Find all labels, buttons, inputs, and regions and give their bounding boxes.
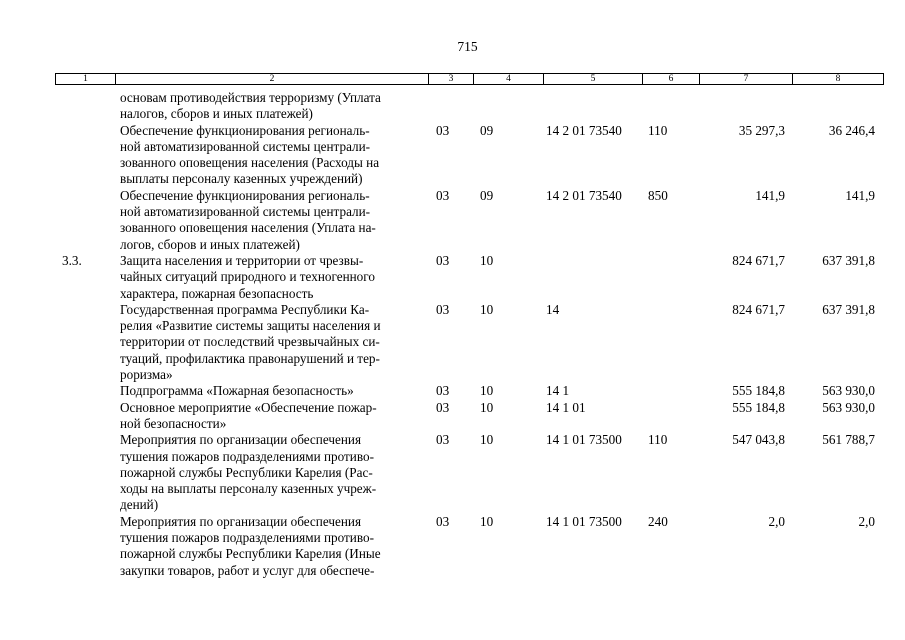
- amount-year-2: 36 246,4: [828, 122, 875, 138]
- description-line: дений): [120, 497, 159, 513]
- target-article-code: 14 2 01 73540: [546, 122, 622, 138]
- table-row: [0, 514, 905, 579]
- subsection-code: 10: [480, 301, 494, 317]
- table-row: [0, 400, 905, 433]
- row-description: [120, 90, 425, 123]
- description-line: ной безопасности»: [120, 415, 227, 431]
- subsection-code: 10: [480, 383, 494, 399]
- description-line: Подпрограмма «Пожарная безопасность»: [120, 383, 354, 399]
- table-row: [0, 432, 905, 513]
- row-description: [120, 253, 425, 302]
- target-article-code: 14 1 01: [546, 399, 586, 415]
- description-line: выплаты персоналу казенных учреждений): [120, 171, 363, 187]
- header-col-4: 4: [474, 74, 544, 85]
- description-line: чайных ситуаций природного и техногенного: [120, 269, 375, 285]
- description-line: основам противодействия терроризму (Уплата: [120, 90, 381, 105]
- page-number: 715: [457, 39, 478, 54]
- amount-year-1: 141,9: [755, 187, 785, 203]
- section-code: 03: [436, 187, 450, 203]
- description-line: Мероприятия по организации обеспечения: [120, 513, 362, 529]
- header-col-1: 1: [56, 74, 116, 85]
- target-article-code: 14 1 01 73500: [546, 432, 622, 448]
- amount-year-1: 2,0: [768, 513, 785, 529]
- section-code: 03: [436, 122, 450, 138]
- table-row: [0, 253, 905, 302]
- description-line: Основное мероприятие «Обеспечение пожар-: [120, 399, 377, 415]
- header-col-3: 3: [429, 74, 474, 85]
- target-article-code: 14 1 01 73500: [546, 513, 622, 529]
- description-line: налогов, сборов и иных платежей): [120, 106, 313, 122]
- table-row: [0, 383, 905, 399]
- budget-table-body: [0, 90, 905, 579]
- subsection-code: 09: [480, 122, 494, 138]
- row-description: [120, 514, 425, 579]
- section-code: 03: [436, 301, 450, 317]
- row-number: 3.3.: [62, 252, 82, 268]
- description-line: Мероприятия по организации обеспечения: [120, 432, 362, 448]
- description-line: Обеспечение функционирования региональ-: [120, 187, 370, 203]
- description-line: Обеспечение функционирования региональ-: [120, 122, 370, 138]
- amount-year-2: 563 930,0: [822, 399, 875, 415]
- description-line: ходы на выплаты персоналу казенных учреж-: [120, 481, 377, 497]
- subsection-code: 10: [480, 432, 494, 448]
- section-code: 03: [436, 252, 450, 268]
- description-line: Защита населения и территории от чрезвы-: [120, 252, 364, 268]
- row-description: [120, 188, 425, 253]
- description-line: зованного оповещения населения (Уплата на-: [120, 220, 376, 236]
- amount-year-1: 35 297,3: [738, 122, 785, 138]
- subsection-code: 10: [480, 513, 494, 529]
- subsection-code: 10: [480, 399, 494, 415]
- section-code: 03: [436, 513, 450, 529]
- header-col-8: 8: [793, 74, 884, 85]
- section-code: 03: [436, 383, 450, 399]
- description-line: релия «Развитие системы защиты населения и: [120, 318, 381, 334]
- target-article-code: 14: [546, 301, 560, 317]
- row-description: [120, 123, 425, 188]
- description-line: характера, пожарная безопасность: [120, 285, 314, 301]
- amount-year-1: 555 184,8: [732, 383, 785, 399]
- description-line: тушения пожаров подразделениями противо-: [120, 448, 374, 464]
- section-code: 03: [436, 432, 450, 448]
- expense-type-code: 240: [648, 513, 668, 529]
- row-description: [120, 400, 425, 433]
- table-row: [0, 123, 905, 188]
- header-col-7: 7: [700, 74, 793, 85]
- amount-year-1: 824 671,7: [732, 301, 785, 317]
- description-line: закупки товаров, работ и услуг для обеспече-: [120, 562, 375, 578]
- target-article-code: 14 2 01 73540: [546, 187, 622, 203]
- description-line: роризма»: [120, 367, 173, 383]
- description-line: туаций, профилактика правонарушений и тер-: [120, 350, 380, 366]
- description-line: пожарной службы Республики Карелия (Иные: [120, 546, 381, 562]
- amount-year-2: 561 788,7: [822, 432, 875, 448]
- header-col-5: 5: [544, 74, 643, 85]
- amount-year-2: 637 391,8: [822, 252, 875, 268]
- target-article-code: 14 1: [546, 383, 570, 399]
- row-description: [120, 383, 425, 399]
- row-description: [120, 432, 425, 513]
- amount-year-2: 563 930,0: [822, 383, 875, 399]
- amount-year-2: 637 391,8: [822, 301, 875, 317]
- column-number-header: [55, 73, 884, 85]
- expense-type-code: 110: [648, 432, 668, 448]
- amount-year-2: 2,0: [858, 513, 875, 529]
- table-row: [0, 302, 905, 383]
- description-line: пожарной службы Республики Карелия (Рас-: [120, 464, 373, 480]
- amount-year-1: 547 043,8: [732, 432, 785, 448]
- header-col-6: 6: [643, 74, 700, 85]
- table-row: [0, 188, 905, 253]
- description-line: территории от последствий чрезвычайных си-: [120, 334, 380, 350]
- amount-year-1: 555 184,8: [732, 399, 785, 415]
- row-description: [120, 302, 425, 383]
- description-line: логов, сборов и иных платежей): [120, 236, 300, 252]
- subsection-code: 10: [480, 252, 494, 268]
- amount-year-2: 141,9: [845, 187, 875, 203]
- description-line: тушения пожаров подразделениями противо-: [120, 530, 374, 546]
- table-row: [0, 90, 905, 123]
- expense-type-code: 110: [648, 122, 668, 138]
- section-code: 03: [436, 399, 450, 415]
- amount-year-1: 824 671,7: [732, 252, 785, 268]
- description-line: зованного оповещения населения (Расходы на: [120, 155, 380, 171]
- description-line: Государственная программа Республики Ка-: [120, 301, 370, 317]
- description-line: ной автоматизированной системы централи-: [120, 204, 371, 220]
- description-line: ной автоматизированной системы централи-: [120, 138, 371, 154]
- expense-type-code: 850: [648, 187, 668, 203]
- header-col-2: 2: [116, 74, 429, 85]
- subsection-code: 09: [480, 187, 494, 203]
